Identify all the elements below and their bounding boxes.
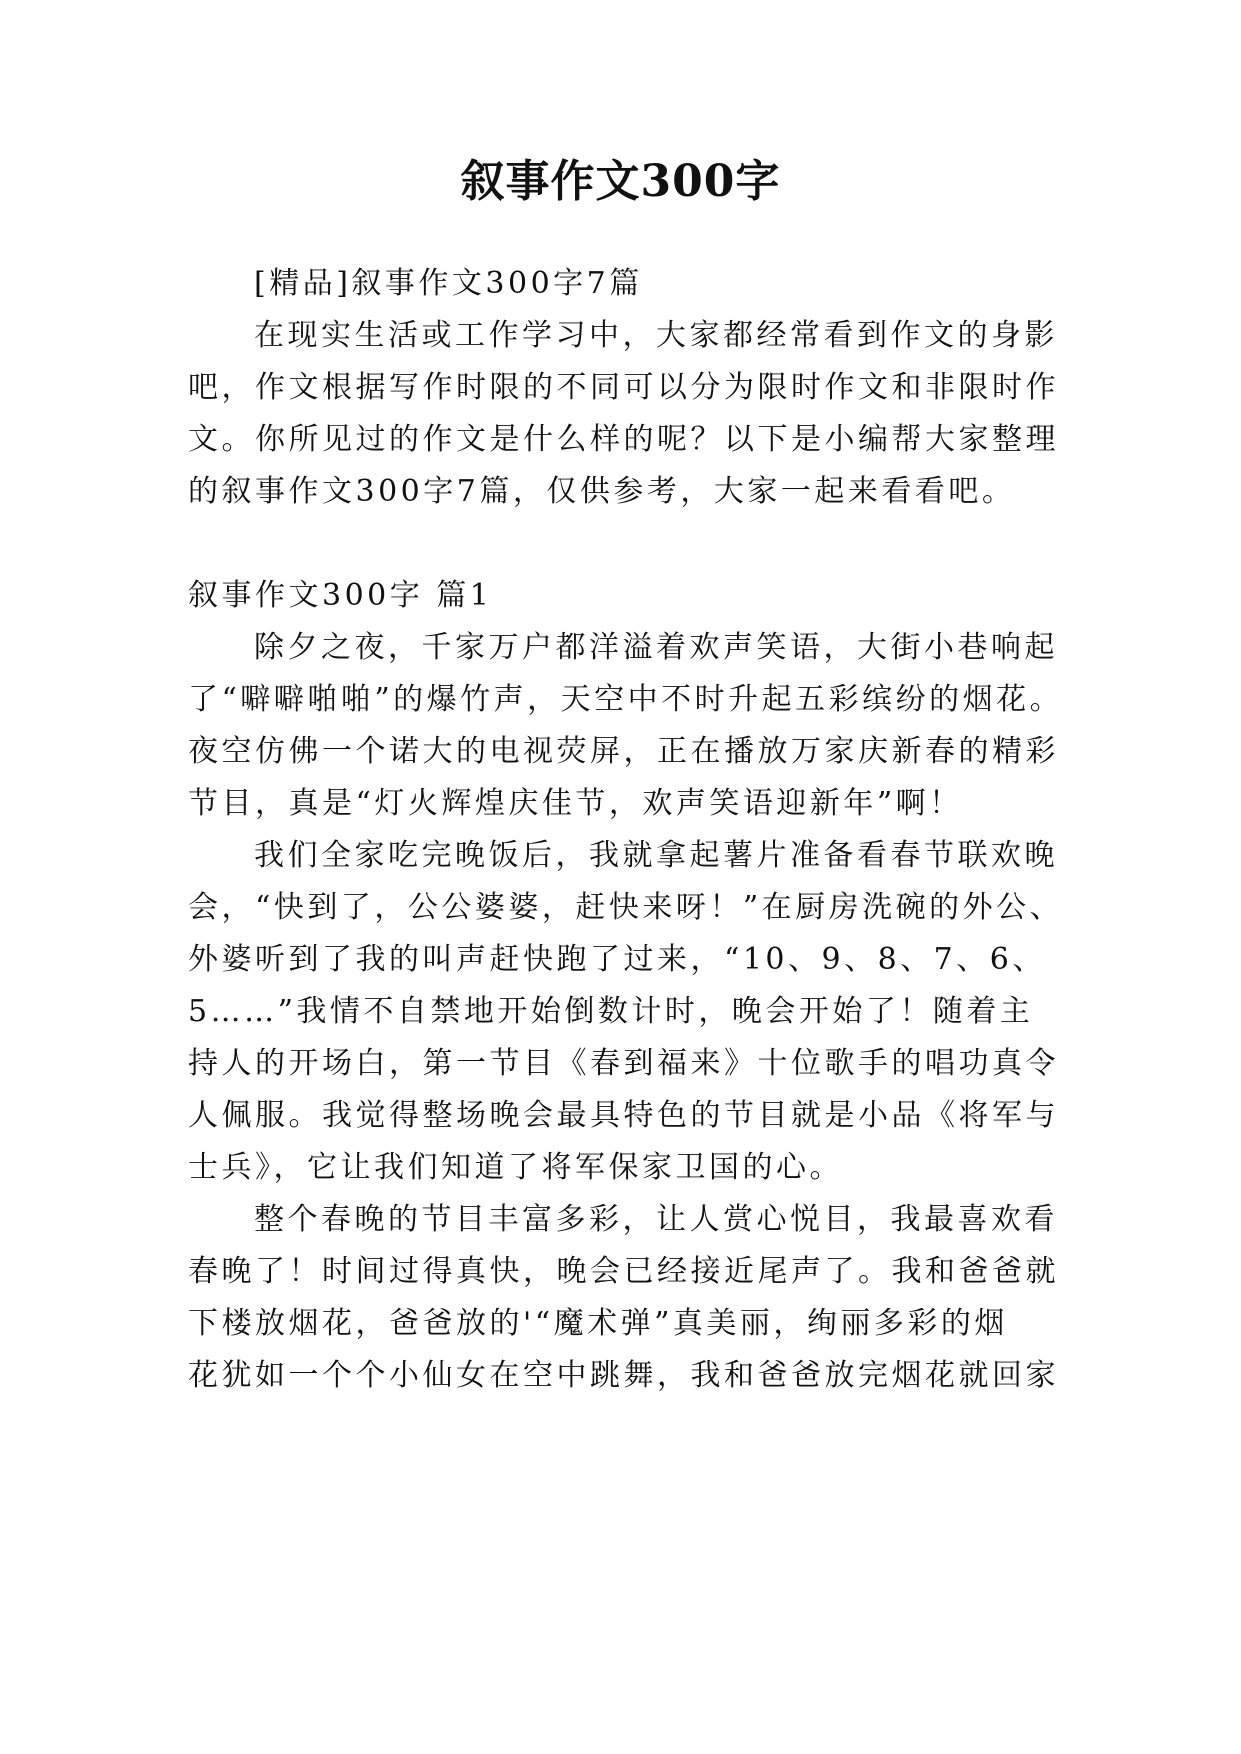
body-paragraph-line: 人佩服。我觉得整场晚会最具特色的节目就是小品《将军与 — [188, 1098, 1059, 1133]
body-paragraph-line: 除夕之夜，千家万户都洋溢着欢声笑语，大街小巷响起 — [254, 630, 1058, 665]
body-paragraph-line: 夜空仿佛一个诺大的电视荧屏，正在播放万家庆新春的精彩 — [188, 734, 1059, 769]
intro-paragraph-line: 在现实生活或工作学习中，大家都经常看到作文的身影 — [254, 318, 1058, 353]
intro-paragraph-line: 吧，作文根据写作时限的不同可以分为限时作文和非限时作 — [188, 370, 1059, 405]
body-paragraph-line: 花犹如一个个小仙女在空中跳舞，我和爸爸放完烟花就回家 — [188, 1358, 1059, 1393]
body-paragraph-line: 节目，真是“灯火辉煌庆佳节，欢声笑语迎新年”啊！ — [188, 786, 963, 821]
body-paragraph-line: 整个春晚的节目丰富多彩，让人赏心悦目，我最喜欢看 — [254, 1202, 1058, 1237]
intro-paragraph-line: 的叙事作文300字7篇，仅供参考，大家一起来看看吧。 — [188, 474, 1016, 509]
body-paragraph-line: 持人的开场白，第一节目《春到福来》十位歌手的唱功真令 — [188, 1046, 1059, 1081]
body-paragraph-line: 5……”我情不自禁地开始倒数计时，晚会开始了！随着主 — [188, 994, 1034, 1029]
body-paragraph-line: 春晚了！时间过得真快，晚会已经接近尾声了。我和爸爸就 — [188, 1254, 1059, 1289]
body-paragraph-line: 外婆听到了我的叫声赶快跑了过来，“10、9、8、7、6、 — [188, 942, 1046, 977]
section-heading: 叙事作文300字 篇1 — [188, 578, 493, 613]
body-paragraph-line: 了“噼噼啪啪”的爆竹声，天空中不时升起五彩缤纷的烟花。 — [188, 682, 1064, 717]
document-subtitle: [精品]叙事作文300字7篇 — [254, 266, 643, 301]
body-paragraph-line: 下楼放烟花，爸爸放的'“魔术弹”真美丽，绚丽多彩的烟 — [188, 1306, 1008, 1341]
body-paragraph-line: 士兵》，它让我们知道了将军保家卫国的心。 — [188, 1150, 843, 1185]
body-paragraph-line: 会，“快到了，公公婆婆，赶快来呀！”在厨房洗碗的外公、 — [188, 890, 1064, 925]
intro-paragraph-line: 文。你所见过的作文是什么样的呢？以下是小编帮大家整理 — [188, 422, 1059, 457]
page-title: 叙事作文300字 — [460, 156, 781, 207]
body-paragraph-line: 我们全家吃完晚饭后，我就拿起薯片准备看春节联欢晚 — [254, 838, 1058, 873]
